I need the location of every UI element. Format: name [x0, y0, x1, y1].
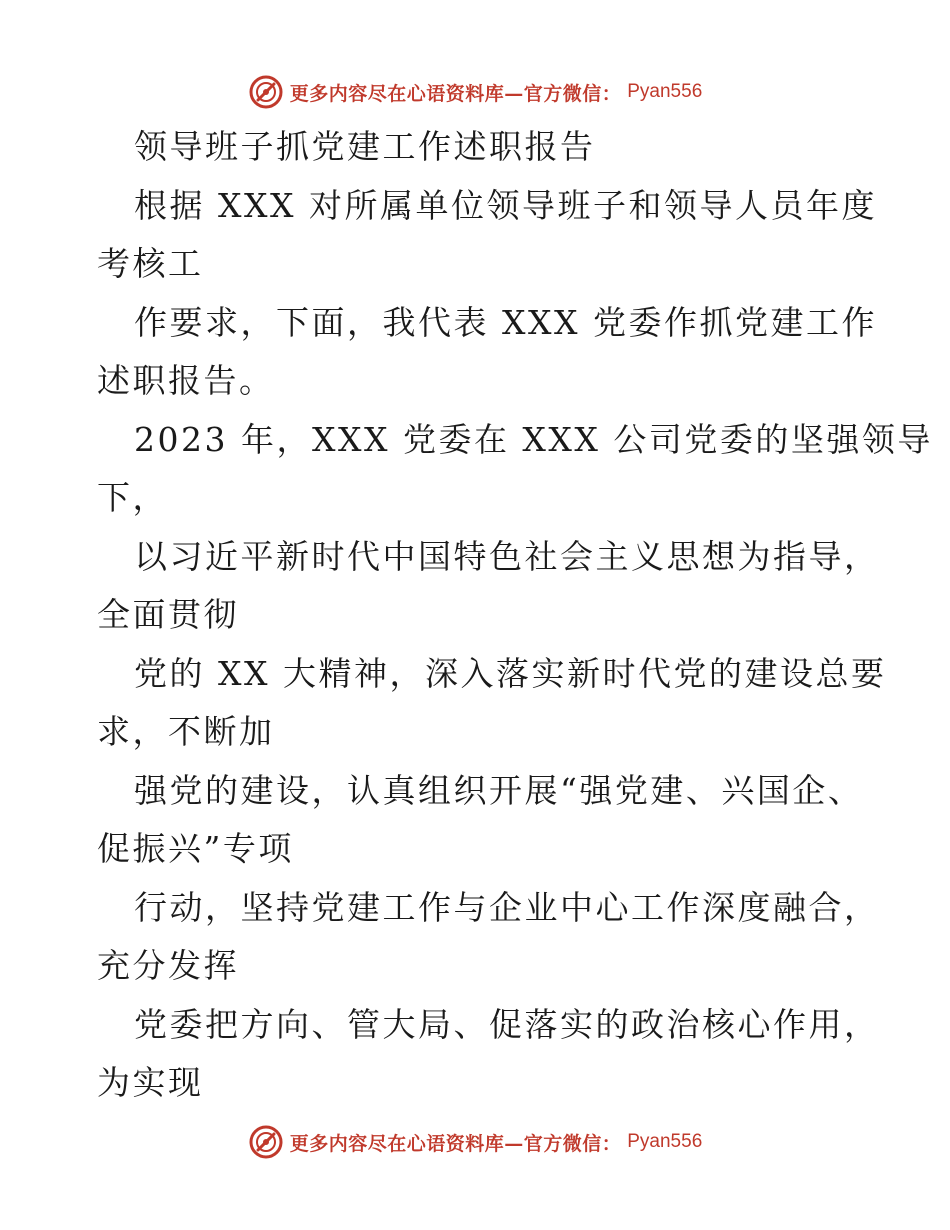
text-line: 根据 XXX 对所属单位领导班子和领导人员年度 [134, 185, 877, 225]
banner-text: 更多内容尽在心语资料库—官方微信： [289, 82, 622, 105]
text-line: 领导班子抓党建工作述职报告 [134, 127, 596, 166]
text-line: 述职报告。 [97, 361, 275, 400]
text-line: 党委把方向、管大局、促落实的政治核心作用， [134, 1004, 880, 1044]
brand-logo-icon [248, 1124, 284, 1160]
text-line: 行动，坚持党建工作与企业中心工作深度融合， [134, 887, 880, 927]
text-line: 强党的建设，认真组织开展“强党建、兴国企、 [134, 770, 864, 810]
footer-banner [0, 1122, 950, 1162]
brand-logo-icon [248, 74, 284, 110]
text-line: 下， [97, 478, 168, 517]
text-line: 促振兴”专项 [97, 829, 294, 868]
document-body [97, 118, 933, 1113]
text-line: 充分发挥 [97, 946, 239, 985]
text-line: 考核工 [97, 244, 204, 283]
text-line: 作要求，下面，我代表 XXX 党委作抓党建工作 [134, 302, 877, 342]
banner-text: 更多内容尽在心语资料库—官方微信： [289, 1132, 622, 1155]
text-line: 以习近平新时代中国特色社会主义思想为指导， [134, 536, 880, 576]
header-banner [0, 72, 950, 112]
text-line: 全面贯彻 [97, 595, 239, 634]
text-line: 为实现 [97, 1063, 204, 1102]
wechat-id: Pyan556 [627, 81, 703, 102]
text-line: 党的 XX 大精神，深入落实新时代党的建设总要 [134, 653, 887, 693]
text-line: 2023 年，XXX 党委在 XXX 公司党委的坚强领导 [134, 419, 933, 459]
text-line: 求，不断加 [97, 712, 275, 751]
wechat-id: Pyan556 [627, 1131, 703, 1152]
